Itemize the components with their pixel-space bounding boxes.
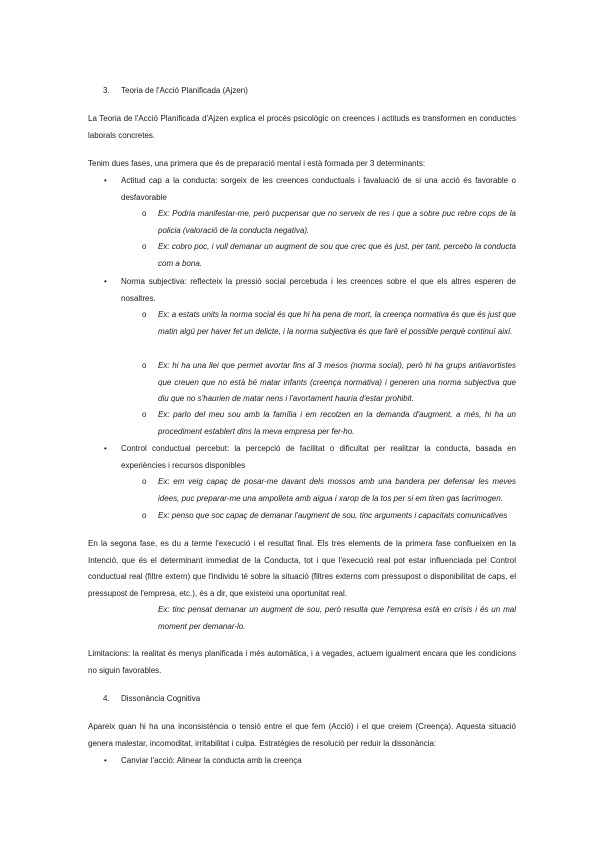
example-text: Ex: hi ha una llei que permet avortar fins al 3 mesos (norma social), però hi ha grups antiavortistes que creuen que no està bé matar infants (creença normativa) i generen una norma subjectiva que diu que no s'haurien de matar nens i l'avortament hauria d'estar prohibit.: [158, 361, 516, 403]
sub-bullet-icon: o: [142, 242, 147, 251]
example-item: [142, 474, 516, 507]
example-text: Ex: Podria manifestar-me, però pucpensar que no serveix de res i que a sobre puc rebre cops de la policia (valoració de la conducta negativa).: [158, 209, 516, 235]
example-text: Ex: parlo del meu sou amb la família i em recolzen en la demanda d'augment, a més, hi ha un procediment establert dins la meva empresa per fer-ho.: [158, 410, 516, 436]
example-text: Ex: cobro poc, i vull demanar un augment de sou que crec que és just, per tant, percebo la conducta com a bona.: [158, 242, 516, 268]
determinant-text: reflecteix la pressió social percebuda i les creences sobre el que els altres esperen de nosaltres.: [121, 277, 516, 303]
example-text: Ex: a estats units la norma social és que hi ha pena de mort, la creença normativa és que és just que matin algú per haver fet un delicte, i la norma subjectiva és que farè el possible perquè continuï així.: [158, 310, 516, 336]
limitations-paragraph: [88, 646, 516, 679]
sub-bullet-icon: o: [142, 477, 147, 486]
example-item: [142, 407, 516, 440]
section-4-heading: [103, 691, 200, 708]
bullet-icon: •: [104, 444, 107, 453]
sub-bullet-icon: o: [142, 361, 147, 370]
example-item: [142, 358, 516, 408]
determinant-label: Norma subjectiva:: [121, 277, 187, 286]
example-item: [142, 239, 516, 272]
strategy-change-action: [104, 753, 516, 770]
section-4-title: Dissonància Cognitiva: [121, 694, 201, 703]
determinant-label: Actitud cap a la conducta:: [121, 176, 218, 185]
determinant-subjective-norm: [104, 274, 516, 307]
paragraph: La Teoria de l'Acció Planificada d'Ajzen explica el procés psicològic on creences i actituds es transformen en conductes laborals concretes.: [88, 114, 516, 140]
phase-1-intro: [88, 156, 516, 173]
bullet-icon: •: [104, 176, 107, 185]
paragraph: Apareix quan hi ha una inconsistència o tensió entre el que fem (Acció) i el que creiem (Creença). Aquesta situació genera malestar, incomoditat, irritabilitat i culpa. Estratègies de resolució per reduir la dissonància:: [88, 722, 516, 748]
bullet-icon: •: [104, 756, 107, 765]
limitations-text: la realitat és menys planificada i més automàtica, i a vegades, actuem igualment encara que les condicions no siguin favorables.: [88, 649, 516, 675]
paragraph: En la segona fase, es du a terme l'execució i el resultat final. Els tres elements de la primera fase conflueixen en la Intenció, que és el determinant immediat de la Conducta, tot i que l'execució real pot estar influenciada pel Control conductual real (filtre extern) que l'individu té sobre la situació (filtres externs com pressupost o disponibilitat de caps, el pressupost de l'empresa, etc.), és a dir, que existeixi una oportunitat real.: [88, 539, 516, 598]
example-text: Ex: penso que soc capaç de demanar l'augment de sou, tinc arguments i capacitats comunicatives: [158, 511, 508, 520]
sub-bullet-icon: o: [142, 310, 147, 319]
section-4-number: 4.: [103, 694, 110, 703]
determinant-text: la percepció de facilitat o dificultat per realitzar la conducta, basada en experiències i recursos disponibles: [121, 444, 516, 470]
section-3-number: 3.: [103, 86, 110, 95]
sub-bullet-icon: o: [142, 410, 147, 419]
limitations-label: Limitacions:: [88, 649, 131, 658]
paragraph: Tenim dues fases, una primera que és de preparació mental i està formada per 3 determinants:: [88, 159, 426, 168]
determinant-text: sorgeix de les creences conductuals i favaluació de si una acció és favorable o desfavorable: [121, 176, 516, 202]
section-3-title: Teoria de l'Acció Planificada (Ajzen): [121, 86, 248, 95]
phase-2-example: Ex: tinc pensat demanar un augment de sou, però resulta que l'empresa està en crisis i és un mal moment per demanar-lo.: [158, 605, 516, 631]
example-text: Ex: em veig capaç de posar-me davant dels mossos amb una bandera per defensar les meves idees, puc preparar-me una ampolleta amb aigua i xarop de la tos per si em tiren gas lacrimogen.: [158, 477, 516, 503]
determinant-attitude: [104, 173, 516, 206]
bullet-icon: •: [104, 277, 107, 286]
phase-2-paragraph: [88, 536, 516, 602]
section-4-intro: [88, 719, 516, 752]
example-item: [142, 508, 516, 525]
example-item: [142, 307, 516, 340]
determinant-perceived-control: [104, 441, 516, 474]
strategy-text: Alinear la conducta amb la creença: [176, 756, 302, 765]
sub-bullet-icon: o: [142, 209, 147, 218]
example-item: [142, 206, 516, 239]
determinant-label: Control conductual percebut:: [121, 444, 230, 453]
sub-bullet-icon: o: [142, 511, 147, 520]
strategy-label: Canviar l'acció:: [121, 756, 175, 765]
section-3-heading: [103, 83, 248, 100]
section-3-intro: [88, 111, 516, 144]
